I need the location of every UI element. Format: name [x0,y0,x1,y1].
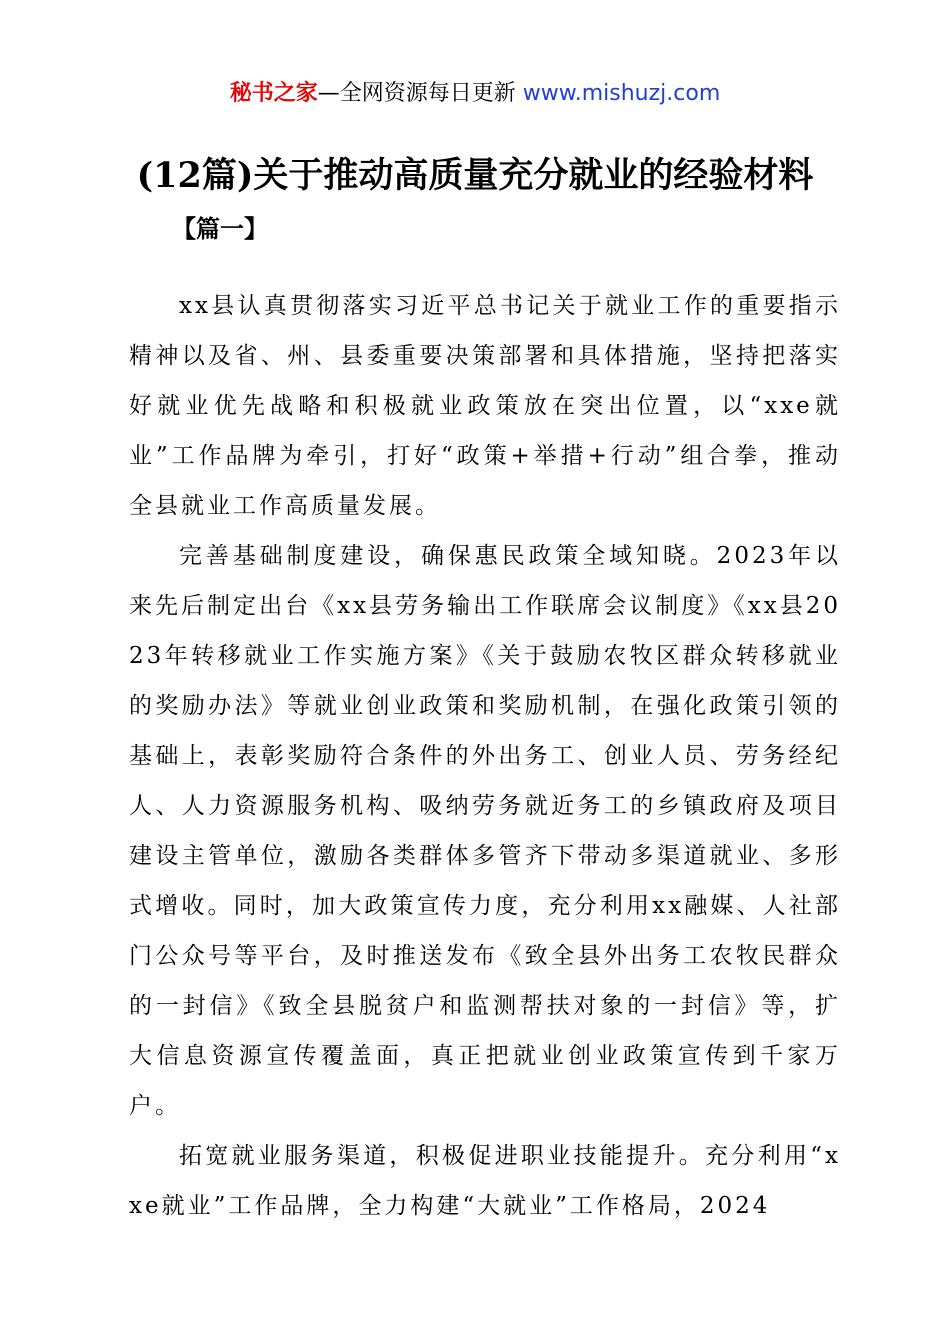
document-body [129,281,841,1231]
section-label: 【篇一】 [172,214,268,243]
paragraph: xx县认真贯彻落实习近平总书记关于就业工作的重要指示精神以及省、州、县委重要决策部署和具体措施，坚持把落实好就业优先战略和积极就业政策放在突出位置，以“xxe就业”工作品牌为牵引，打好“政策+举措+行动”组合拳，推动全县就业工作高质量发展。 [129,293,841,519]
paragraph: 完善基础制度建设，确保惠民政策全域知晓。2023年以来先后制定出台《xx县劳务输出工作联席会议制度》《xx县2023年转移就业工作实施方案》《关于鼓励农牧区群众转移就业的奖励办法》等就业创业政策和奖励机制，在强化政策引领的基础上，表彰奖励符合条件的外出务工、创业人员、劳务经纪人、人力资源服务机构、吸纳劳务就近务工的乡镇政府及项目建设主管单位，激励各类群体多管齐下带动多渠道就业、多形式增收。同时，加大政策宣传力度，充分利用xx融媒、人社部门公众号等平台，及时推送发布《致全县外出务工农牧民群众的一封信》《致全县脱贫户和监测帮扶对象的一封信》等，扩大信息资源宣传覆盖面，真正把就业创业政策宣传到千家万户。 [129,543,841,1119]
site-header [0,78,950,110]
site-url-link[interactable]: www.mishuzj.com [522,81,721,106]
site-brand: 秘书之家 [229,81,318,106]
document-title: (12篇)关于推动高质量充分就业的经验材料 [136,155,814,196]
site-tagline: —全网资源每日更新 [317,81,516,106]
paragraph: 拓宽就业服务渠道，积极促进职业技能提升。充分利用“xxe就业”工作品牌，全力构建“大就业”工作格局，2024 [129,1143,841,1219]
